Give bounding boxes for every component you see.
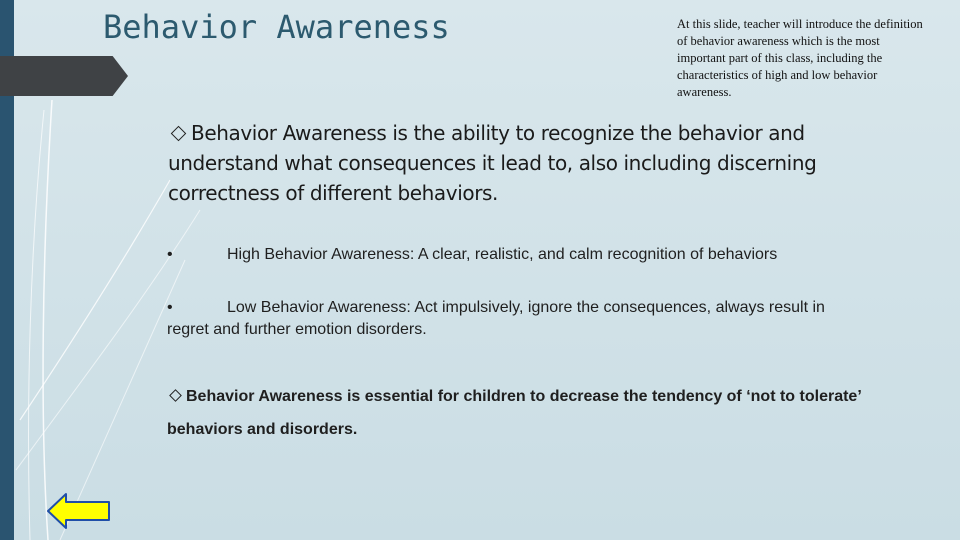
bullet-high-awareness: [167, 244, 857, 266]
bullet-low-awareness: [167, 297, 857, 341]
essential-paragraph: [167, 380, 867, 446]
bullet-text: Low Behavior Awareness: Act impulsively, ignore the consequences, always result in regret and further emotion disorders.: [167, 299, 825, 338]
bullet-dot: •: [167, 299, 173, 316]
definition-text: Behavior Awareness is the ability to recognize the behavior and understand what consequences it lead to, also including discerning correctness of different behaviors.: [168, 121, 817, 205]
bullet-text: High Behavior Awareness: A clear, realistic, and calm recognition of behaviors: [227, 246, 778, 263]
slide-title: Behavior Awareness: [103, 8, 450, 46]
bullet-dot: •: [167, 246, 173, 263]
left-arrow-icon[interactable]: [46, 492, 112, 530]
definition-paragraph: [168, 118, 878, 208]
essential-text: Behavior Awareness is essential for children to decrease the tendency of ‘not to tolerate’ behaviors and disorders.: [167, 388, 861, 438]
diamond-bullet-icon: [171, 126, 187, 142]
teacher-note: At this slide, teacher will introduce the definition of behavior awareness which is the most important part of this class, including the characteristics of high and low behavior awareness.: [677, 17, 923, 99]
diamond-bullet-icon: [169, 389, 182, 402]
